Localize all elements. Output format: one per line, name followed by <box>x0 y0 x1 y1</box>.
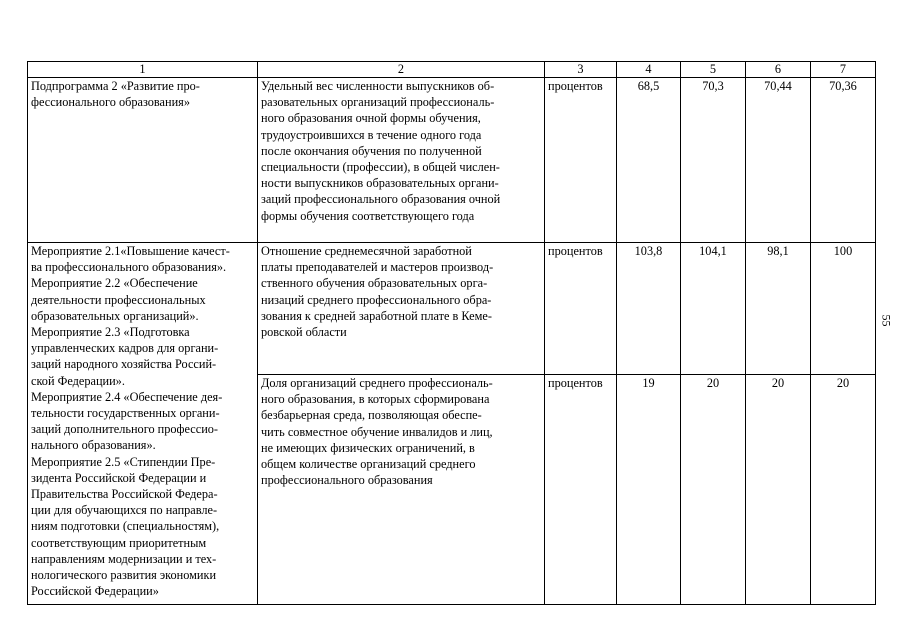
measure-line: Мероприятие 2.2 «Обеспечение <box>31 276 198 291</box>
header-col-1: 1 <box>28 62 258 78</box>
indicator-cell <box>258 78 545 243</box>
indicator-line: профессионального образования <box>261 473 433 488</box>
table-row <box>28 78 876 243</box>
program-line: Подпрограмма 2 «Развитие про- <box>31 79 200 93</box>
value-cell: 98,1 <box>746 243 811 375</box>
measure-line: ции для обучающихся по направле- <box>31 503 218 518</box>
measure-line: нологического развития экономики <box>31 568 217 583</box>
indicator-cell <box>258 375 545 605</box>
value-cell: 20 <box>811 375 876 605</box>
indicator-line: заций профессионального образования очной <box>261 192 501 207</box>
value-cell: 20 <box>681 375 746 605</box>
measure-line: соответствующим приоритетным <box>31 535 207 550</box>
indicator-line: ственного обучения образовательных орга- <box>261 276 488 291</box>
measure-line: тельности государственных органи- <box>31 406 220 421</box>
indicator-line: чить совместное обучение инвалидов и лиц, <box>261 424 493 439</box>
value-cell: 20 <box>746 375 811 605</box>
measure-line: заций дополнительного профессио- <box>31 422 219 437</box>
program-line: фессионального образования» <box>31 95 190 110</box>
indicator-line: общем количестве организаций среднего <box>261 457 476 472</box>
header-col-5: 5 <box>681 62 746 78</box>
measure-line: ва профессионального образования». <box>31 260 227 275</box>
indicator-line: ного образования очной формы обучения, <box>261 111 481 126</box>
measures-cell <box>28 243 258 605</box>
indicator-line: формы обучения соответствующего года <box>261 208 475 223</box>
value-cell: 104,1 <box>681 243 746 375</box>
value-cell: 103,8 <box>617 243 681 375</box>
indicator-line: не имеющих физических ограничений, в <box>261 440 475 455</box>
measure-line: Мероприятие 2.4 «Обеспечение дея- <box>31 389 223 404</box>
unit-cell: процентов <box>545 375 617 605</box>
indicator-line: специальности (профессии), в общей числен- <box>261 160 500 175</box>
indicator-line: ности выпускников образовательных органи- <box>261 176 499 191</box>
indicator-line: трудоустроившихся в течение одного года <box>261 127 482 142</box>
measure-line: образовательных организаций». <box>31 308 199 323</box>
measure-line: заций народного хозяйства Россий- <box>31 357 217 372</box>
indicator-line: Доля организаций среднего профессиональ- <box>261 376 493 390</box>
table-row <box>28 243 876 375</box>
indicator-line: ровской области <box>261 325 347 340</box>
measure-line: ской Федерации». <box>31 373 125 388</box>
measure-line: управленческих кадров для органи- <box>31 341 219 356</box>
header-col-4: 4 <box>617 62 681 78</box>
unit-cell: процентов <box>545 78 617 243</box>
value-cell: 100 <box>811 243 876 375</box>
header-col-3: 3 <box>545 62 617 78</box>
measure-line: ниям подготовки (специальностям), <box>31 519 220 534</box>
measure-line: Мероприятие 2.1«Повышение качест- <box>31 244 230 258</box>
value-cell: 70,36 <box>811 78 876 243</box>
indicator-line: платы преподавателей и мастеров производ- <box>261 260 494 275</box>
indicator-line: ного образования, в которых сформирована <box>261 392 490 407</box>
indicator-line: Отношение среднемесячной заработной <box>261 244 472 258</box>
value-cell: 70,44 <box>746 78 811 243</box>
header-col-6: 6 <box>746 62 811 78</box>
indicators-table <box>27 61 876 605</box>
measure-line: Российской Федерации» <box>31 584 159 599</box>
header-col-7: 7 <box>811 62 876 78</box>
measure-line: Мероприятие 2.3 «Подготовка <box>31 325 190 340</box>
value-cell: 70,3 <box>681 78 746 243</box>
page-number: 55 <box>879 314 894 327</box>
measure-line: зидента Российской Федерации и <box>31 470 207 485</box>
measure-line: нального образования». <box>31 438 156 453</box>
measure-line: Мероприятие 2.5 «Стипендии Пре- <box>31 454 216 469</box>
indicator-line: безбарьерная среда, позволяющая обеспе- <box>261 408 482 423</box>
unit-cell: процентов <box>545 243 617 375</box>
value-cell: 68,5 <box>617 78 681 243</box>
program-cell <box>28 78 258 243</box>
value-cell: 19 <box>617 375 681 605</box>
measure-line: Правительства Российской Федера- <box>31 487 218 502</box>
indicator-line: разовательных организаций профессиональ- <box>261 95 495 110</box>
indicator-line: Удельный вес численности выпускников об- <box>261 79 495 93</box>
measure-line: деятельности профессиональных <box>31 292 206 307</box>
indicator-line: после окончания обучения по полученной <box>261 143 482 158</box>
indicator-line: зования к средней заработной плате в Кеме- <box>261 308 492 323</box>
header-col-2: 2 <box>258 62 545 78</box>
measure-line: направлениям модернизации и тех- <box>31 551 217 566</box>
indicator-line: низаций среднего профессионального обра- <box>261 292 492 307</box>
header-row <box>28 62 876 78</box>
indicator-cell <box>258 243 545 375</box>
